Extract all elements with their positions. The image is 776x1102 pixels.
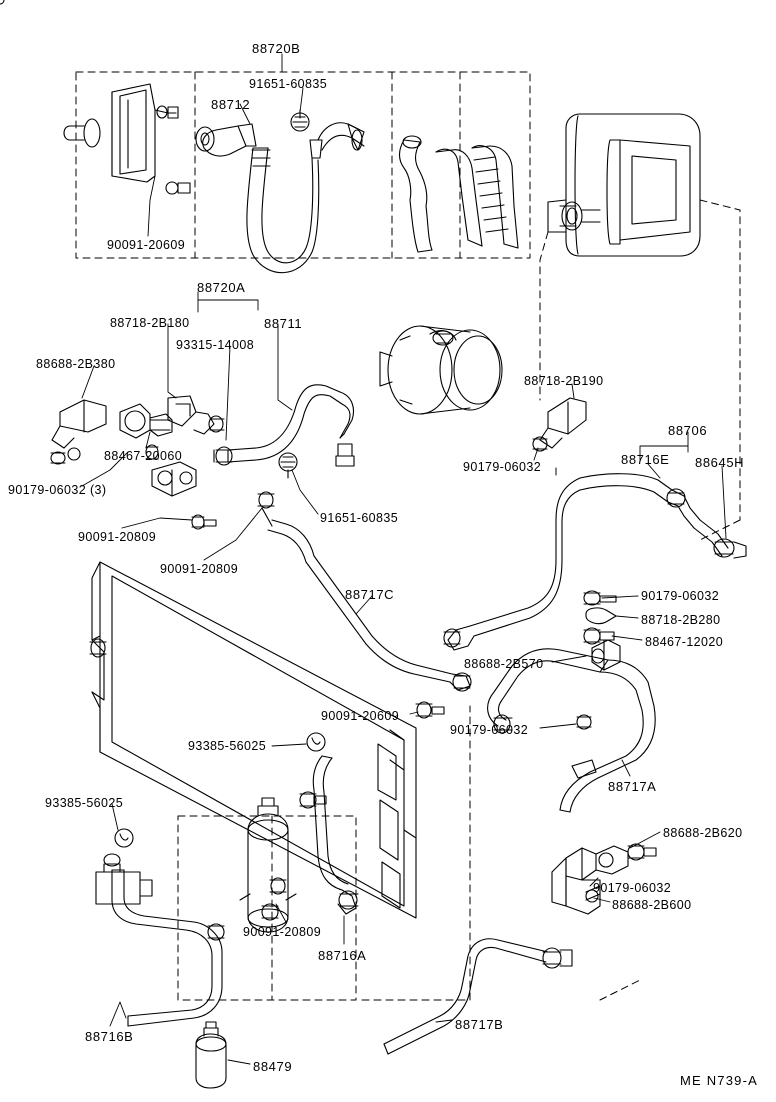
part-label-88716b: 88716B xyxy=(85,1029,134,1044)
part-label-88716e: 88716E xyxy=(621,452,670,467)
part-label-91651-60835: 91651-60835 xyxy=(320,511,399,525)
part-label-93385-56025: 93385-56025 xyxy=(188,739,267,753)
part-label-88717b: 88717B xyxy=(455,1017,504,1032)
part-label-90179-06032-3-: 90179-06032 (3) xyxy=(8,483,107,497)
part-label-91651-60835: 91651-60835 xyxy=(249,77,328,91)
part-label-90091-20809: 90091-20809 xyxy=(243,925,322,939)
part-label-88718-2b280: 88718-2B280 xyxy=(641,613,721,627)
part-label-88720b: 88720B xyxy=(252,41,301,56)
part-label-90091-20809: 90091-20809 xyxy=(78,530,157,544)
part-label-88706: 88706 xyxy=(668,423,708,438)
part-label-90179-06032: 90179-06032 xyxy=(450,723,529,737)
part-label-88716a: 88716A xyxy=(318,948,367,963)
part-label-88711: 88711 xyxy=(264,316,303,331)
part-label-93315-14008: 93315-14008 xyxy=(176,338,255,352)
sheet-code: ME N739-A xyxy=(680,1073,758,1088)
part-label-90179-06032: 90179-06032 xyxy=(641,589,720,603)
part-label-88718-2b180: 88718-2B180 xyxy=(110,316,190,330)
part-label-88688-2b380: 88688-2B380 xyxy=(36,357,116,371)
part-label-88712: 88712 xyxy=(211,97,251,112)
part-label-88720a: 88720A xyxy=(197,280,246,295)
part-label-88467-12020: 88467-12020 xyxy=(645,635,724,649)
part-label-88718-2b190: 88718-2B190 xyxy=(524,374,604,388)
part-label-90179-06032: 90179-06032 xyxy=(593,881,672,895)
part-label-90179-06032: 90179-06032 xyxy=(463,460,542,474)
part-label-90091-20609: 90091-20609 xyxy=(107,238,186,252)
part-label-90091-20809: 90091-20809 xyxy=(160,562,239,576)
part-label-88688-2b620: 88688-2B620 xyxy=(663,826,743,840)
part-label-88467-20060: 88467-20060 xyxy=(104,449,183,463)
part-label-88717c: 88717C xyxy=(345,587,395,602)
part-label-88688-2b600: 88688-2B600 xyxy=(612,898,692,912)
part-label-93385-56025: 93385-56025 xyxy=(45,796,124,810)
part-label-88645h: 88645H xyxy=(695,455,745,470)
part-label-90091-20609: 90091-20609 xyxy=(321,709,400,723)
part-label-88479: 88479 xyxy=(253,1059,293,1074)
part-label-88688-2b570: 88688-2B570 xyxy=(464,657,544,671)
part-label-88717a: 88717A xyxy=(608,779,657,794)
